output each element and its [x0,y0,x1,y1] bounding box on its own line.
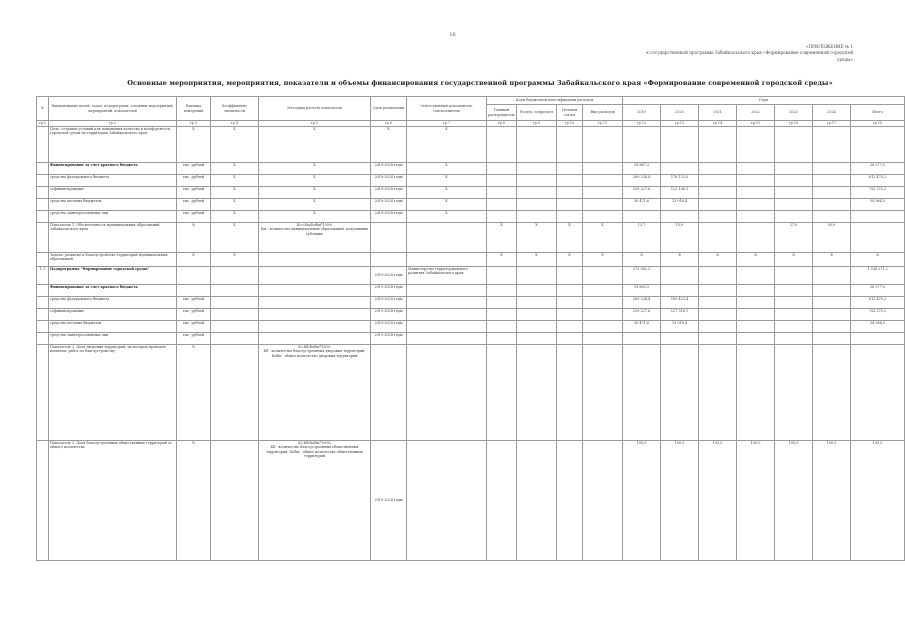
table-row [37,321,905,333]
x-mark: Х [407,187,487,199]
row-name: средства местных бюджетов [49,321,177,333]
goal-name: Цель: создание условий для повышения качества и комфортности городской среды на территории Забайкальского края [49,127,177,163]
x-mark: Х [259,163,371,175]
appendix-line-3: среды» [837,56,853,62]
header-total: Итого [851,105,905,121]
x-mark: Х [737,253,775,267]
x-mark: Х [407,127,487,163]
value-total: 26 277,0 [851,163,905,175]
table-row [37,267,905,285]
x-mark: Х [557,223,583,253]
value-2021: 100,0 [699,441,737,561]
method-description: Кб - количество благоустроенных общественных территорий; Кобщ - общее количество общественных территорий [266,445,363,459]
table-row [37,441,905,561]
row-term: 2019-2024 годы [371,441,407,561]
x-mark: Х [211,187,259,199]
table-row [37,187,905,199]
header-csr: Целевая статья [557,105,583,121]
x-mark: Х [661,253,699,267]
row-name: Финансирование за счет краевого бюджета [49,163,177,175]
row-term: 2019-2024 годы [371,309,407,321]
header-name: Наименование целей, задач, подпрограмм, основных мероприятий, мероприятий, показателей [49,97,177,121]
header-2024: 2024 [813,105,851,121]
row-name: средства местных бюджетов [49,199,177,211]
row-unit: тыс. рублей [177,297,211,309]
value-2019: 30 471,6 [623,199,661,211]
value-2020: 15,0 [661,223,699,253]
table-row [37,285,905,297]
value-total: 752 373,2 [851,309,905,321]
appendix-line-2: к государственной программе Забайкальского края «Формирование современной городской [646,50,853,56]
table-row [37,333,905,345]
row-term: 2019-2024 годы [371,199,407,211]
x-mark: Х [517,253,557,267]
value-total: 54 964,5 [851,199,905,211]
row-term: 2019-2024 годы [371,187,407,199]
x-mark: Х [371,127,407,163]
row-unit: тыс. рублей [177,199,211,211]
table-row [37,211,905,223]
header-2022: 2022 [737,105,775,121]
col-num: гр.8 [487,121,517,127]
row-name: софинансирование [49,187,177,199]
row-name: средства федерального бюджета [49,297,177,309]
x-mark: Х [259,127,371,163]
row-unit: тыс. рублей [177,175,211,187]
row-unit: тыс. рублей [177,163,211,175]
value-2019: 273 962,3 [623,267,661,285]
appendix-line-1: «ПРИЛОЖЕНИЕ № 1 [805,44,853,49]
header-responsible: Ответственный исполнитель, соисполнитель [407,97,487,121]
table-row [37,223,905,253]
value-2019: 239 227,6 [623,187,661,199]
x-mark: Х [407,163,487,175]
row-term: 2019-2024 годы [371,211,407,223]
col-num: гр.18 [851,121,905,127]
program-table [36,96,905,561]
x-mark: Х [211,211,259,223]
col-num: гр.16 [775,121,813,127]
value-2023: 100,0 [775,441,813,561]
row-term: 2019-2024 годы [371,297,407,309]
header-2019: 2019 [623,105,661,121]
value-total: 812 475,2 [851,297,905,309]
header-row-1 [37,97,905,105]
header-2020: 2020 [661,105,699,121]
col-num: гр.15 [737,121,775,127]
method-formula: Ко=Км/Кобщ*100% [296,223,333,227]
row-name: Финансирование за счет краевого бюджета [49,285,177,297]
row-no: 1.1 [37,267,49,285]
indicator-2-name: Показатель 2. Доля дворовых территорий, на которых проведен комплекс работ по благоустройству [49,345,177,441]
page-number: 16 [449,32,456,38]
header-method: Методика расчета показателя [259,97,371,121]
col-num: гр.9 [517,121,557,127]
row-term: 2019-2024 годы [371,321,407,333]
table-row [37,297,905,309]
subprogram-name: Подпрограмма "Формирование городской среды" [49,267,177,285]
header-years: Годы [623,97,905,105]
value-2023: 27,0 [775,223,813,253]
row-unit: тыс. рублей [177,333,211,345]
row-unit: тыс. рублей [177,187,211,199]
value-total: 100,0 [851,441,905,561]
col-num: гр.3 [177,121,211,127]
method-formula: К=Кб/Кобщ*100% [298,345,331,349]
header-term: Срок реализации [371,97,407,121]
value-2024: 100,0 [813,441,851,561]
value-2022: 100,0 [737,441,775,561]
row-name: софинансирование [49,309,177,321]
x-mark: Х [699,253,737,267]
x-mark: Х [407,199,487,211]
value-total: 1 334 271,2 [851,267,905,285]
row-name: средства заинтересованных лиц [49,211,177,223]
value-2019: 19 867,3 [623,163,661,175]
x-mark: Х [557,253,583,267]
x-mark: Х [259,211,371,223]
row-unit: % [177,441,211,561]
header-2023: 2023 [775,105,813,121]
x-mark: Х [211,199,259,211]
col-num: гр.5 [259,121,371,127]
value-2019: 30 471,6 [623,321,661,333]
col-num: гр.12 [623,121,661,127]
x-mark: Х [407,175,487,187]
header-2021: 2021 [699,105,737,121]
col-num: гр.13 [661,121,699,127]
indicator-3-name: Показатель 3. Доля благоустроенных общественных территорий от общего количества [49,441,177,561]
x-mark: Х [813,253,851,267]
header-unit: Единица измерения [177,97,211,121]
row-unit: % [177,223,211,253]
x-mark: Х [211,253,259,267]
col-num: гр.7 [407,121,487,127]
indicator-1-name: Показатель 1. Обеспеченность муниципальных образований Забайкальского края [49,223,177,253]
x-mark: Х [211,163,259,175]
header-section: Раздел, подраздел [517,105,557,121]
value-total: 812 475,2 [851,175,905,187]
x-mark: Х [407,211,487,223]
header-no: № [37,97,49,121]
value-2019: 100,0 [623,441,661,561]
header-vr: Вид расходов [583,105,623,121]
row-name: средства заинтересованных лиц [49,333,177,345]
indicator-3-method [259,441,371,561]
row-unit: тыс. рублей [177,309,211,321]
value-2020: 100,0 [661,441,699,561]
value-total: 54 964,5 [851,321,905,333]
col-num: гр.11 [583,121,623,127]
value-2020: 123 196,1 [661,187,699,199]
col-num: гр.1 [37,121,49,127]
value-total: 26 277,0 [851,285,905,297]
table-row [37,175,905,187]
value-2024: 30,0 [813,223,851,253]
x-mark: Х [177,253,211,267]
x-mark: Х [487,223,517,253]
x-mark: Х [259,187,371,199]
row-term: 2019-2024 годы [371,175,407,187]
value-2020: 13 918,4 [661,199,699,211]
table-row [37,127,905,163]
row-unit: % [177,345,211,441]
col-num: гр.4 [211,121,259,127]
header-coef: Коэффициент значимости [211,97,259,121]
indicator-1-method [259,223,371,253]
x-mark: Х [583,223,623,253]
col-num: гр.17 [813,121,851,127]
row-name: средства федерального бюджета [49,175,177,187]
table-row [37,199,905,211]
table-row [37,163,905,175]
appendix-note [593,44,853,63]
x-mark: Х [517,223,557,253]
task-name: Задача: развитие и благоустройство территорий муниципальных образований [49,253,177,267]
x-mark: Х [259,175,371,187]
value-2020: 178 123,5 [661,175,699,187]
value-2020: 127 516,1 [661,309,699,321]
col-num: гр.6 [371,121,407,127]
x-mark: Х [211,223,259,253]
indicator-2-method [259,345,371,441]
value-2020: 13 918,4 [661,321,699,333]
table-row [37,309,905,321]
value-total: 752 373,2 [851,187,905,199]
method-description: Км - количество муниципальных образований, получивших субсидию [260,227,369,236]
table-row [37,253,905,267]
table-row [37,345,905,441]
row-unit: тыс. рублей [177,321,211,333]
row-unit: тыс. рублей [177,211,211,223]
value-2019: 13,7 [623,223,661,253]
x-mark: Х [259,199,371,211]
col-num: гр.2 [49,121,177,127]
value-2019: 269 234,4 [623,297,661,309]
row-term: 2019-2024 годы [371,267,407,285]
x-mark: Х [851,253,905,267]
row-term: 2019-2024 годы [371,333,407,345]
value-2020: 189 423,4 [661,297,699,309]
row-term: 2019-2024 годы [371,285,407,297]
x-mark: Х [211,175,259,187]
header-grbs: Главный распорядитель [487,105,517,121]
col-num: гр.14 [699,121,737,127]
responsible: Министерство территориального развития Забайкальского края [407,267,487,285]
x-mark: Х [775,253,813,267]
x-mark: Х [211,127,259,163]
value-2019: 19 863,5 [623,285,661,297]
value-2019: 239 227,6 [623,309,661,321]
row-term: 2019-2024 годы [371,163,407,175]
x-mark: Х [177,127,211,163]
document-title: Основные мероприятия, мероприятия, показатели и объемы финансирования государственной программы Забайкальского края «Формирование современной городской среды» [127,79,833,87]
header-codes: Коды бюджетной классификации расходов [487,97,623,105]
method-formula: К=Кб/Кобщ*100% [298,441,331,445]
x-mark: Х [487,253,517,267]
col-num: гр.10 [557,121,583,127]
method-description: Кб - количество благоустроенных дворовых территорий; Кобщ - общее количество дворовых территорий [263,349,366,358]
x-mark: Х [583,253,623,267]
x-mark: Х [623,253,661,267]
value-2019: 269 234,4 [623,175,661,187]
